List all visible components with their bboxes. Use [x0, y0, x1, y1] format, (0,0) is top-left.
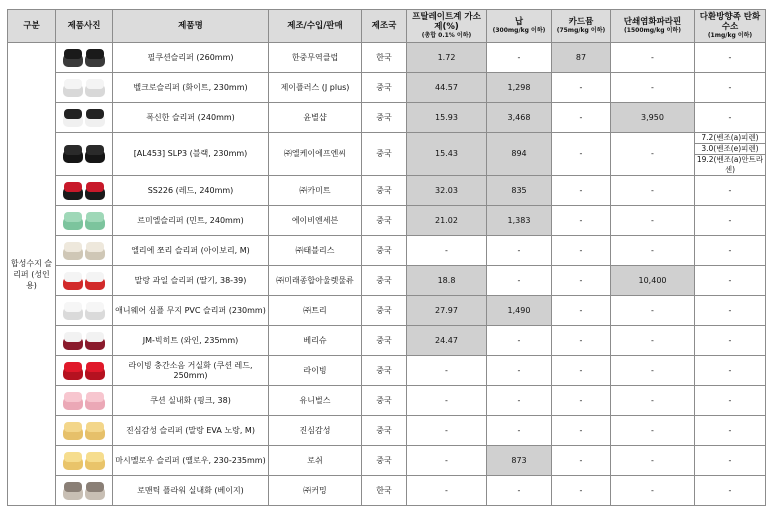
sccp-value: -	[611, 206, 695, 236]
lead-value: -	[487, 476, 552, 506]
table-row	[8, 206, 766, 236]
product-photo	[56, 73, 113, 103]
slipper-strap	[86, 332, 104, 342]
lead-value: -	[487, 266, 552, 296]
pah-value: -	[695, 266, 766, 296]
pah-value	[695, 133, 766, 176]
slipper-strap	[64, 242, 82, 252]
slipper-strap	[86, 182, 104, 192]
lead-value: -	[487, 43, 552, 73]
maker-name: 에이비엔세븐	[269, 206, 362, 236]
slipper-strap	[64, 392, 82, 402]
lead-value: -	[487, 236, 552, 266]
header-lead: 납 (300mg/kg 이하)	[487, 10, 552, 43]
product-photo	[56, 176, 113, 206]
country: 중국	[362, 326, 407, 356]
slipper-photo-icon	[61, 209, 107, 233]
country: 중국	[362, 103, 407, 133]
cadmium-value: -	[552, 386, 611, 416]
slipper-strap	[64, 422, 82, 432]
pah-value: -	[695, 206, 766, 236]
country: 중국	[362, 206, 407, 236]
slipper-strap	[64, 109, 82, 119]
cadmium-value: -	[552, 416, 611, 446]
maker-name: 베리슈	[269, 326, 362, 356]
table-row	[8, 176, 766, 206]
pah-line: 19.2(벤조(a)안트라센)	[696, 155, 764, 174]
slipper-photo-icon	[61, 239, 107, 263]
lead-value: 894	[487, 133, 552, 176]
table-row	[8, 476, 766, 506]
product-name: 라이빙 충간소음 거실화 (쿠션 레드, 250mm)	[113, 356, 269, 386]
table-row	[8, 73, 766, 103]
slipper-strap	[64, 145, 82, 155]
slipper-strap	[64, 302, 82, 312]
slipper-strap	[64, 362, 82, 372]
product-name: JM-빅히트 (와인, 235mm)	[113, 326, 269, 356]
slipper-strap	[86, 362, 104, 372]
slipper-strap	[64, 79, 82, 89]
sccp-value: -	[611, 43, 695, 73]
header-photo: 제품사진	[56, 10, 113, 43]
pah-value: -	[695, 476, 766, 506]
country: 중국	[362, 176, 407, 206]
phthalate-value: 24.47	[407, 326, 487, 356]
cadmium-value: -	[552, 326, 611, 356]
maker-name: ㈜엘케이에프엔씨	[269, 133, 362, 176]
phthalate-value: -	[407, 446, 487, 476]
phthalate-value: 21.02	[407, 206, 487, 236]
pah-value: -	[695, 326, 766, 356]
phthalate-value: 44.57	[407, 73, 487, 103]
cadmium-value: -	[552, 133, 611, 176]
pah-line: 3.0(벤조(e)피렌)	[695, 144, 765, 155]
product-photo	[56, 103, 113, 133]
lead-value: 1,490	[487, 296, 552, 326]
header-maker: 제조/수입/판매	[269, 10, 362, 43]
pah-value: -	[695, 386, 766, 416]
pah-value: -	[695, 73, 766, 103]
slipper-strap	[64, 482, 82, 492]
country: 중국	[362, 296, 407, 326]
slipper-strap	[86, 242, 104, 252]
pah-value: -	[695, 176, 766, 206]
product-name: 마시멜로우 슬리퍼 (옐로우, 230-235mm)	[113, 446, 269, 476]
product-photo	[56, 446, 113, 476]
slipper-strap	[86, 109, 104, 119]
slipper-strap	[86, 145, 104, 155]
maker-name: 한중무역클럽	[269, 43, 362, 73]
sccp-value: -	[611, 73, 695, 103]
cadmium-value: -	[552, 206, 611, 236]
maker-name: 진심감성	[269, 416, 362, 446]
phthalate-value: 18.8	[407, 266, 487, 296]
maker-name: 유니벌스	[269, 386, 362, 416]
product-photo	[56, 416, 113, 446]
cadmium-value: 87	[552, 43, 611, 73]
product-photo	[56, 386, 113, 416]
country: 중국	[362, 133, 407, 176]
sccp-value: -	[611, 356, 695, 386]
table-row	[8, 356, 766, 386]
lead-value: -	[487, 326, 552, 356]
slipper-strap	[86, 272, 104, 282]
slipper-photo-icon	[61, 389, 107, 413]
table-row	[8, 416, 766, 446]
product-name: 로맨틱 플라워 실내화 (베이지)	[113, 476, 269, 506]
table-row	[8, 296, 766, 326]
product-photo	[56, 356, 113, 386]
maker-name: ㈜미래종합아울렛물류	[269, 266, 362, 296]
slipper-strap	[86, 422, 104, 432]
phthalate-value: -	[407, 416, 487, 446]
cadmium-value: -	[552, 476, 611, 506]
product-name: 진심감성 슬리퍼 (말랑 EVA 노랑, M)	[113, 416, 269, 446]
pah-value: -	[695, 416, 766, 446]
cadmium-value: -	[552, 176, 611, 206]
phthalate-value: 27.97	[407, 296, 487, 326]
sccp-value: -	[611, 446, 695, 476]
phthalate-value: 32.03	[407, 176, 487, 206]
maker-name: 라이빙	[269, 356, 362, 386]
slipper-photo-icon	[61, 179, 107, 203]
sccp-value: -	[611, 416, 695, 446]
phthalate-value: 15.93	[407, 103, 487, 133]
slipper-strap	[86, 482, 104, 492]
slipper-strap	[64, 332, 82, 342]
lead-value: 1,383	[487, 206, 552, 236]
slipper-photo-icon	[61, 142, 107, 166]
test-results-table	[7, 9, 766, 506]
slipper-strap	[64, 212, 82, 222]
lead-value: -	[487, 386, 552, 416]
header-cadmium: 카드뮴 (75mg/kg 이하)	[552, 10, 611, 43]
maker-name: ㈜트리	[269, 296, 362, 326]
sccp-value: -	[611, 386, 695, 416]
country: 중국	[362, 386, 407, 416]
header-product-name: 제품명	[113, 10, 269, 43]
product-photo	[56, 43, 113, 73]
maker-name: ㈜태블리스	[269, 236, 362, 266]
phthalate-value: 1.72	[407, 43, 487, 73]
product-name: 폭신한 슬리퍼 (240mm)	[113, 103, 269, 133]
slipper-strap	[86, 79, 104, 89]
header-pah: 다환방향족 탄화수소 (1mg/kg 이하)	[695, 10, 766, 43]
slipper-photo-icon	[61, 76, 107, 100]
product-name: 필쿠션슬리퍼 (260mm)	[113, 43, 269, 73]
product-name: 엘리에 쪼리 슬리퍼 (아이보리, M)	[113, 236, 269, 266]
slipper-photo-icon	[61, 106, 107, 130]
slipper-photo-icon	[61, 449, 107, 473]
table-row	[8, 326, 766, 356]
pah-value: -	[695, 236, 766, 266]
table-row	[8, 446, 766, 476]
slipper-strap	[64, 49, 82, 59]
pah-line: 7.2(벤조(a)피렌)	[695, 133, 765, 144]
header-sccp: 단쇄염화파라핀 (1500mg/kg 이하)	[611, 10, 695, 43]
country: 중국	[362, 416, 407, 446]
lead-value: 1,298	[487, 73, 552, 103]
maker-name: 윤별샵	[269, 103, 362, 133]
table-row	[8, 386, 766, 416]
lead-value: -	[487, 356, 552, 386]
lead-value: 873	[487, 446, 552, 476]
slipper-strap	[64, 182, 82, 192]
sccp-value: 10,400	[611, 266, 695, 296]
country: 중국	[362, 356, 407, 386]
product-name: 쿠션 실내화 (핑크, 38)	[113, 386, 269, 416]
sccp-value: -	[611, 326, 695, 356]
country: 중국	[362, 266, 407, 296]
sccp-value: 3,950	[611, 103, 695, 133]
product-name: 애니웨어 심플 무지 PVC 슬리퍼 (230mm)	[113, 296, 269, 326]
slipper-photo-icon	[61, 299, 107, 323]
product-photo	[56, 206, 113, 236]
table-row	[8, 103, 766, 133]
slipper-photo-icon	[61, 329, 107, 353]
lead-value: 835	[487, 176, 552, 206]
maker-name: 로쉬	[269, 446, 362, 476]
table-row	[8, 133, 766, 176]
product-name: 말랑 과일 슬리퍼 (딸기, 38-39)	[113, 266, 269, 296]
slipper-photo-icon	[61, 46, 107, 70]
product-name: 르미엘슬리퍼 (민트, 240mm)	[113, 206, 269, 236]
lead-value: 3,468	[487, 103, 552, 133]
slipper-photo-icon	[61, 479, 107, 503]
slipper-photo-icon	[61, 419, 107, 443]
cadmium-value: -	[552, 103, 611, 133]
slipper-strap	[64, 272, 82, 282]
phthalate-value: -	[407, 236, 487, 266]
phthalate-value: -	[407, 386, 487, 416]
table-row	[8, 236, 766, 266]
product-name: 벨크로슬리퍼 (화이트, 230mm)	[113, 73, 269, 103]
product-photo	[56, 296, 113, 326]
cadmium-value: -	[552, 356, 611, 386]
product-photo	[56, 326, 113, 356]
cadmium-value: -	[552, 446, 611, 476]
cadmium-value: -	[552, 266, 611, 296]
country: 한국	[362, 476, 407, 506]
lead-value: -	[487, 416, 552, 446]
slipper-strap	[64, 452, 82, 462]
header-country: 제조국	[362, 10, 407, 43]
pah-value: -	[695, 356, 766, 386]
slipper-strap	[86, 302, 104, 312]
product-photo	[56, 266, 113, 296]
phthalate-value: -	[407, 476, 487, 506]
slipper-strap	[86, 212, 104, 222]
country: 중국	[362, 446, 407, 476]
sccp-value: -	[611, 236, 695, 266]
maker-name: ㈜카미트	[269, 176, 362, 206]
sccp-value: -	[611, 176, 695, 206]
country: 한국	[362, 43, 407, 73]
slipper-strap	[86, 452, 104, 462]
header-category: 구분	[8, 10, 56, 43]
slipper-strap	[86, 392, 104, 402]
cadmium-value: -	[552, 296, 611, 326]
maker-name: ㈜커밍	[269, 476, 362, 506]
sccp-value: -	[611, 296, 695, 326]
product-photo	[56, 133, 113, 176]
pah-value: -	[695, 103, 766, 133]
product-name: SS226 (레드, 240mm)	[113, 176, 269, 206]
country: 중국	[362, 236, 407, 266]
cadmium-value: -	[552, 236, 611, 266]
cadmium-value: -	[552, 73, 611, 103]
phthalate-value: 15.43	[407, 133, 487, 176]
product-name: [AL453] SLP3 (블랙, 230mm)	[113, 133, 269, 176]
sccp-value: -	[611, 133, 695, 176]
category-cell: 합성수지 슬리퍼 (성인용)	[8, 43, 56, 506]
header-phthalate: 프탈레이트계 가소제(%) (총합 0.1% 이하)	[407, 10, 487, 43]
country: 중국	[362, 73, 407, 103]
phthalate-value: -	[407, 356, 487, 386]
pah-value: -	[695, 296, 766, 326]
table-row	[8, 43, 766, 73]
sccp-value: -	[611, 476, 695, 506]
slipper-photo-icon	[61, 269, 107, 293]
pah-value: -	[695, 43, 766, 73]
maker-name: 제이플러스 (J plus)	[269, 73, 362, 103]
product-photo	[56, 236, 113, 266]
slipper-strap	[86, 49, 104, 59]
slipper-photo-icon	[61, 359, 107, 383]
pah-value: -	[695, 446, 766, 476]
table-row	[8, 266, 766, 296]
product-photo	[56, 476, 113, 506]
